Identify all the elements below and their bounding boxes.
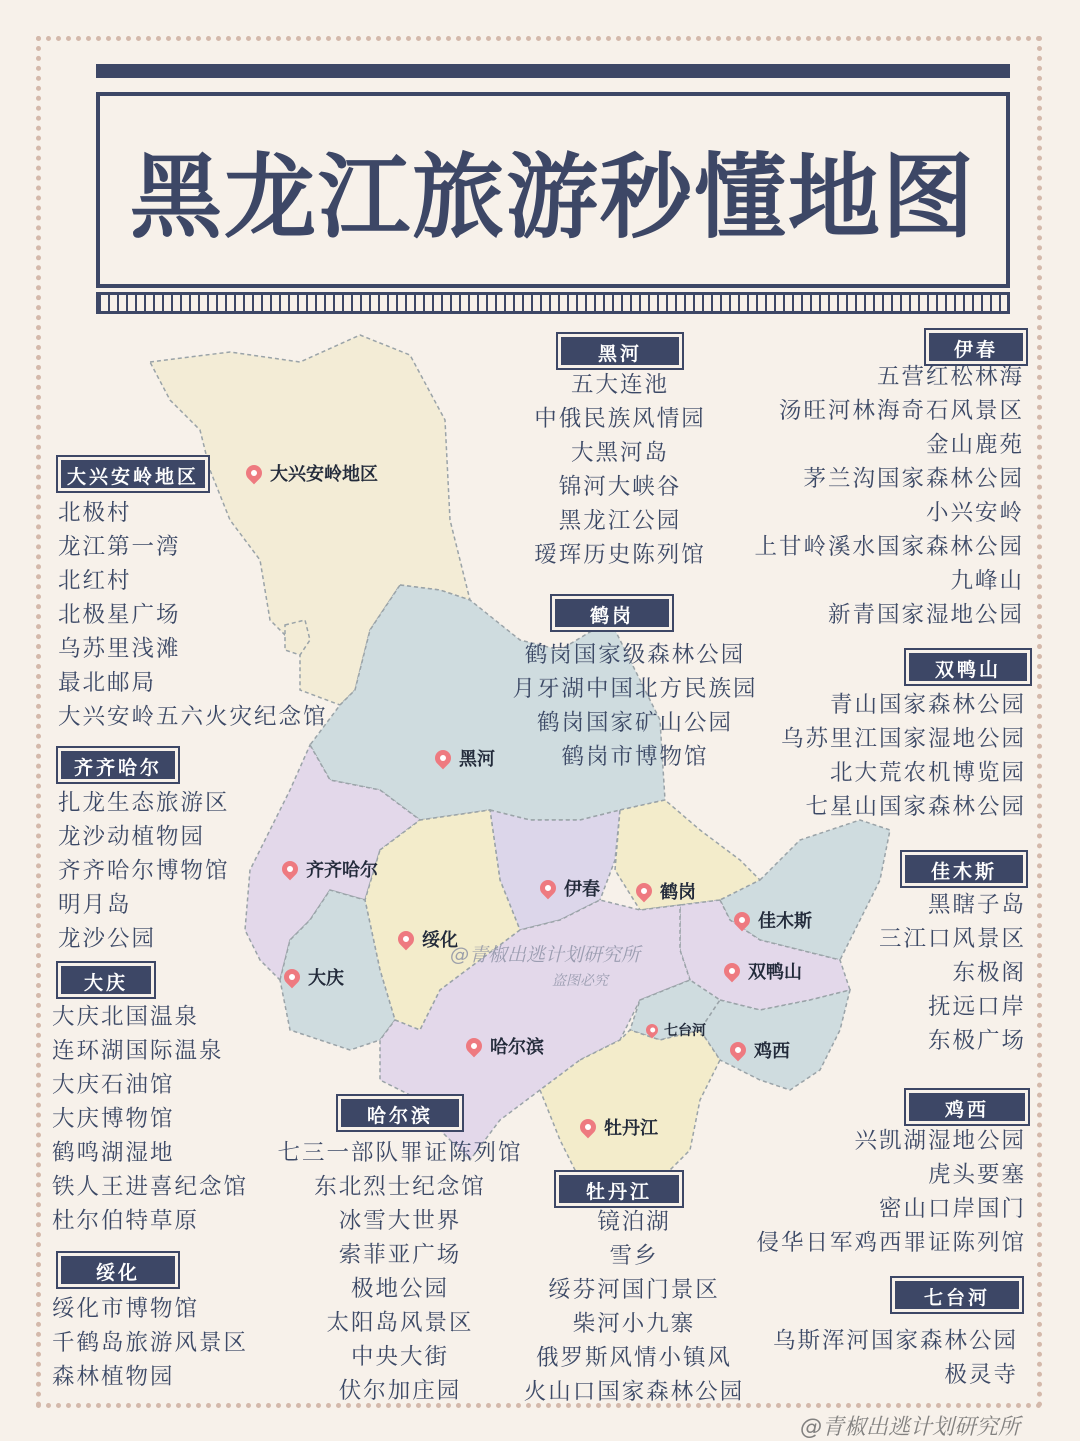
pin-label: 绥化: [422, 930, 458, 951]
list-item: 鹤岗市博物馆: [561, 744, 709, 770]
pin-daqing[interactable]: [284, 964, 344, 990]
list-mudanjiang: [512, 1205, 756, 1409]
pin-daxinganling[interactable]: [246, 460, 378, 486]
pin-yichun[interactable]: [540, 875, 600, 901]
pin-label: 大庆: [308, 968, 344, 989]
pin-harbin[interactable]: [466, 1033, 544, 1059]
badge-jiamusi: 佳木斯: [902, 852, 1026, 886]
badge-daqing: 大庆: [58, 963, 154, 997]
list-item: 鹤岗国家级森林公园: [524, 642, 746, 668]
badge-qitaihe: 七台河: [892, 1278, 1022, 1312]
list-item: 侵华日军鸡西罪证陈列馆: [756, 1230, 1026, 1256]
map-pin-icon: [731, 909, 754, 932]
pin-qiqihar[interactable]: [282, 856, 378, 882]
list-item: 大庆石油馆: [52, 1072, 175, 1098]
list-item: 乌苏里浅滩: [58, 636, 181, 662]
pin-label: 黑河: [459, 749, 495, 770]
list-item: 北大荒农机博览园: [829, 760, 1026, 786]
map-pin-icon: [279, 858, 302, 881]
map-pin-icon: [721, 960, 744, 983]
list-item: 明月岛: [58, 892, 132, 918]
pin-label: 双鸭山: [748, 962, 802, 983]
badge-qiqihar: 齐齐哈尔: [58, 748, 178, 782]
list-item: 七三一部队罪证陈列馆: [277, 1140, 523, 1166]
badge-harbin: 哈尔滨: [338, 1096, 462, 1130]
pin-hegang[interactable]: [636, 878, 696, 904]
list-item: 最北邮局: [58, 670, 157, 696]
pin-label: 哈尔滨: [490, 1037, 544, 1058]
list-item: 三江口风景区: [878, 926, 1026, 952]
list-item: 东极阁: [952, 960, 1026, 986]
list-item: 月牙湖中国北方民族园: [512, 676, 758, 702]
list-item: 绥芬河国门景区: [548, 1277, 720, 1303]
list-item: 太阳岛风景区: [326, 1310, 474, 1336]
watermark-bottom: @青椒出逃计划研究所: [800, 1415, 1021, 1440]
list-item: 锦河大峡谷: [558, 474, 682, 500]
list-item: 瑷珲历史陈列馆: [534, 542, 706, 568]
list-item: 连环湖国际温泉: [52, 1038, 224, 1064]
badge-shuangyashan: 双鸭山: [906, 650, 1030, 684]
pin-shuangyashan[interactable]: [724, 958, 802, 984]
page-title: 黑龙江旅游秒懂地图: [129, 144, 976, 251]
list-suihua: [52, 1292, 248, 1394]
list-daqing: [52, 1000, 248, 1238]
map-pin-icon: [577, 1116, 600, 1139]
list-item: 柴河小九寨: [572, 1311, 696, 1337]
map-pin-icon: [395, 928, 418, 951]
badge-mudanjiang: 牡丹江: [556, 1172, 682, 1206]
pin-label: 七台河: [664, 1023, 706, 1039]
map-pin-icon: [432, 747, 455, 770]
badge-jixi: 鸡西: [906, 1090, 1028, 1124]
map-pin-icon: [727, 1039, 750, 1062]
list-item: 青山国家森林公园: [829, 692, 1026, 718]
list-item: 大黑河岛: [570, 440, 669, 466]
pin-jiamusi[interactable]: [734, 907, 812, 933]
pin-jixi[interactable]: [730, 1037, 790, 1063]
map-pin-icon: [243, 462, 266, 485]
pin-label: 伊春: [564, 879, 600, 900]
list-item: 虎头要塞: [927, 1162, 1026, 1188]
list-item: 新青国家湿地公园: [827, 602, 1024, 628]
list-item: 伏尔加庄园: [338, 1378, 462, 1404]
list-hegang: [490, 638, 780, 774]
list-heihe: [510, 368, 730, 572]
list-item: 森林植物园: [52, 1364, 175, 1390]
list-item: 千鹤岛旅游风景区: [52, 1330, 249, 1356]
list-item: 黑瞎子岛: [927, 892, 1026, 918]
pin-qitaihe[interactable]: [646, 1020, 706, 1040]
list-item: 齐齐哈尔博物馆: [58, 858, 230, 884]
pin-suihua[interactable]: [398, 926, 458, 952]
list-item: 鹤岗国家矿山公园: [536, 710, 733, 736]
list-item: 东北烈士纪念馆: [314, 1174, 486, 1200]
badge-heihe: 黑河: [558, 334, 682, 368]
list-item: 北红村: [58, 568, 132, 594]
list-item: 北极星广场: [58, 602, 181, 628]
list-item: 乌苏里江国家湿地公园: [780, 726, 1026, 752]
list-item: 俄罗斯风情小镇风: [535, 1345, 732, 1371]
list-item: 乌斯浑河国家森林公园: [772, 1328, 1018, 1354]
list-item: 茅兰沟国家森林公园: [803, 466, 1024, 492]
list-item: 金山鹿苑: [925, 432, 1024, 458]
list-item: 索菲亚广场: [338, 1242, 462, 1268]
list-item: 镜泊湖: [597, 1209, 671, 1235]
map-pin-icon: [644, 1022, 661, 1039]
list-item: 东极广场: [927, 1028, 1026, 1054]
list-shuangyashan: [781, 688, 1026, 824]
badge-hegang: 鹤岗: [552, 596, 672, 630]
list-item: 小兴安岭: [925, 500, 1024, 526]
list-item: 五营红松林海: [876, 364, 1024, 390]
list-item: 极灵寺: [944, 1362, 1018, 1388]
list-item: 杜尔伯特草原: [52, 1208, 200, 1234]
pin-label: 鸡西: [754, 1041, 790, 1062]
pin-label: 牡丹江: [604, 1118, 658, 1139]
list-item: 龙沙动植物园: [58, 824, 206, 850]
pin-label: 佳木斯: [758, 911, 812, 932]
badge-daxinganling: 大兴安岭地区: [58, 457, 208, 491]
map-pin-icon: [633, 880, 656, 903]
list-qiqihar: [58, 786, 230, 956]
list-item: 冰雪大世界: [338, 1208, 462, 1234]
list-item: 密山口岸国门: [878, 1196, 1026, 1222]
list-item: 上甘岭溪水国家森林公园: [754, 534, 1024, 560]
list-item: 九峰山: [950, 568, 1024, 594]
list-item: 极地公园: [350, 1276, 449, 1302]
list-item: 火山口国家森林公园: [523, 1379, 745, 1405]
list-item: 大庆北国温泉: [52, 1004, 200, 1030]
list-item: 七星山国家森林公园: [805, 794, 1026, 820]
pin-heihe[interactable]: [435, 745, 495, 771]
list-item: 大兴安岭五六火灾纪念馆: [58, 704, 328, 730]
list-item: 黑龙江公园: [558, 508, 682, 534]
list-item: 铁人王进喜纪念馆: [52, 1174, 249, 1200]
pin-label: 齐齐哈尔: [306, 860, 378, 881]
list-daxinganling: [58, 496, 328, 734]
list-item: 龙沙公园: [58, 926, 157, 952]
pin-mudanjiang[interactable]: [580, 1114, 658, 1140]
list-jixi: [756, 1124, 1026, 1260]
map-pin-icon: [463, 1035, 486, 1058]
badge-yichun: 伊春: [926, 330, 1026, 364]
list-item: 鹤鸣湖湿地: [52, 1140, 175, 1166]
list-jiamusi: [879, 888, 1026, 1058]
list-item: 五大连池: [570, 372, 669, 398]
list-item: 抚远口岸: [927, 994, 1026, 1020]
list-harbin: [262, 1136, 538, 1408]
watermark-center: @青椒出逃计划研究所: [450, 944, 641, 966]
list-item: 雪乡: [609, 1243, 659, 1269]
pin-label: 大兴安岭地区: [270, 464, 378, 485]
list-qitaihe: [773, 1324, 1018, 1392]
list-item: 中俄民族风情园: [534, 406, 706, 432]
pin-label: 鹤岗: [660, 882, 696, 903]
list-item: 龙江第一湾: [58, 534, 181, 560]
list-item: 汤旺河林海奇石风景区: [778, 398, 1024, 424]
list-yichun: [754, 360, 1024, 632]
list-item: 兴凯湖湿地公园: [854, 1128, 1026, 1154]
map-pin-icon: [281, 966, 304, 989]
map-pin-icon: [537, 877, 560, 900]
watermark-center-sub: 盗图必究: [552, 973, 608, 989]
badge-suihua: 绥化: [58, 1253, 178, 1287]
list-item: 北极村: [58, 500, 132, 526]
list-item: 扎龙生态旅游区: [58, 790, 230, 816]
list-item: 中央大街: [350, 1344, 449, 1370]
list-item: 大庆博物馆: [52, 1106, 175, 1132]
list-item: 绥化市博物馆: [52, 1296, 200, 1322]
